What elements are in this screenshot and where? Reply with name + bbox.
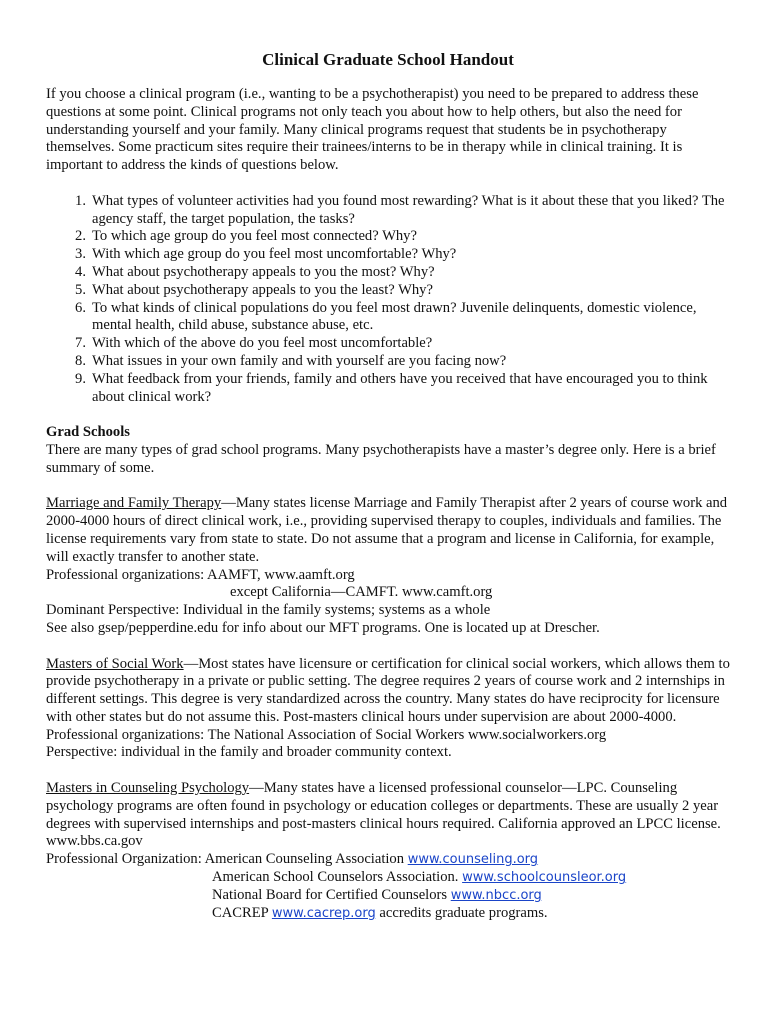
list-item: 9. What feedback from your friends, family and others have you received that have encouraged you to think about clinical work? (75, 370, 708, 405)
question-list (46, 193, 730, 407)
msw-paragraph (46, 656, 730, 727)
msw-heading: Masters of Social Work (46, 655, 184, 672)
list-item: 4. What about psychotherapy appeals to you the most? Why? (75, 263, 435, 280)
mcp-heading: Masters in Counseling Psychology (46, 780, 250, 797)
mft-perspective: Dominant Perspective: Individual in the family systems; systems as a whole (46, 602, 491, 619)
msw-org: Professional organizations: The National Association of Social Workers www.socialworkers.org (46, 726, 607, 743)
mcp-text: —Many states have a licensed professional counselor—LPC. Counseling psychology programs are often found in psychology or education colleges or departments. These are usually 2 year degrees with supervised internships and post-masters clinical hours required. California approved an LPCC license. www.bbs.ca.gov (46, 780, 721, 850)
list-item: 3. With which age group do you feel most uncomfortable? Why? (75, 246, 457, 263)
mcp-asca-line: American School Counselors Association. www.schoolcounsleor.org (212, 869, 627, 886)
intro-paragraph: If you choose a clinical program (i.e., wanting to be a psychotherapist) you need to be prepared to address these questions at some point. Clinical programs not only teach you about how to help others, but also the need for understanding yourself and your family. Many clinical programs request that students be in psychotherapy themselves. Some practicum sites require their trainees/interns to be in therapy while in clinical training. It is important to address the kinds of questions below. (46, 86, 699, 174)
mcp-nbcc-line: National Board for Certified Counselors www.nbcc.org (212, 886, 542, 903)
list-item: 2. To which age group do you feel most connected? Why? (75, 228, 417, 245)
list-item: 5. What about psychotherapy appeals to you the least? Why? (75, 281, 433, 298)
mft-paragraph (46, 495, 730, 566)
mcp-paragraph (46, 780, 730, 851)
counseling-link[interactable]: www.counseling.org (407, 852, 539, 868)
list-item: 6. To what kinds of clinical populations do you feel most drawn? Juvenile delinquents, domestic violence, mental health, child abuse, substance abuse, etc. (75, 299, 697, 334)
msw-text: —Most states have licensure or certification for clinical social workers, which allows them to provide psychotherapy in a private or public setting. The degree requires 2 years of course work and 2 internships in different settings. This degree is very standardized across the country. Many states do have reciprocity for licensure with other states but do not assume this. Post-masters clinical hours under supervision are about 2000-4000. (46, 655, 730, 725)
mcp-cacrep-line: CACREP www.cacrep.org accredits graduate programs. (212, 904, 548, 921)
list-item: 8. What issues in your own family and with yourself are you facing now? (75, 352, 507, 369)
mft-org-line: Professional organizations: AAMFT, www.aamft.org (46, 566, 355, 583)
mft-heading: Marriage and Family Therapy (46, 495, 222, 512)
grad-schools-heading: Grad Schools (46, 424, 130, 441)
cacrep-link[interactable]: www.cacrep.org (271, 905, 376, 921)
page-title: Clinical Graduate School Handout (262, 50, 514, 69)
mft-text: —Many states license Marriage and Family Therapist after 2 years of course work and 2000-4000 hours of direct clinical work, i.e., providing supervised therapy to couples, individuals and families. The license requirements vary from state to state. Do not assume that a program and license in California, for example, will exactly transfer to another state. (46, 495, 728, 565)
list-item: 1. What types of volunteer activities had you found most rewarding? What is it about these that you liked? The agency staff, the target population, the tasks? (75, 192, 725, 227)
mft-org-california: except California—CAMFT. www.camft.org (230, 584, 493, 601)
msw-perspective: Perspective: individual in the family and broader community context. (46, 744, 452, 761)
asca-link[interactable]: www.schoolcounsleor.org (462, 870, 627, 886)
nbcc-link[interactable]: www.nbcc.org (450, 887, 542, 903)
mft-see-also: See also gsep/pepperdine.edu for info about our MFT programs. One is located up at Drescher. (46, 619, 600, 636)
grad-schools-text: There are many types of grad school programs. Many psychotherapists have a master’s degree only. Here is a brief summary of some. (46, 441, 716, 476)
list-item: 7. With which of the above do you feel most uncomfortable? (75, 335, 433, 352)
mcp-org-line: Professional Organization: American Counseling Association www.counseling.org (46, 851, 539, 868)
